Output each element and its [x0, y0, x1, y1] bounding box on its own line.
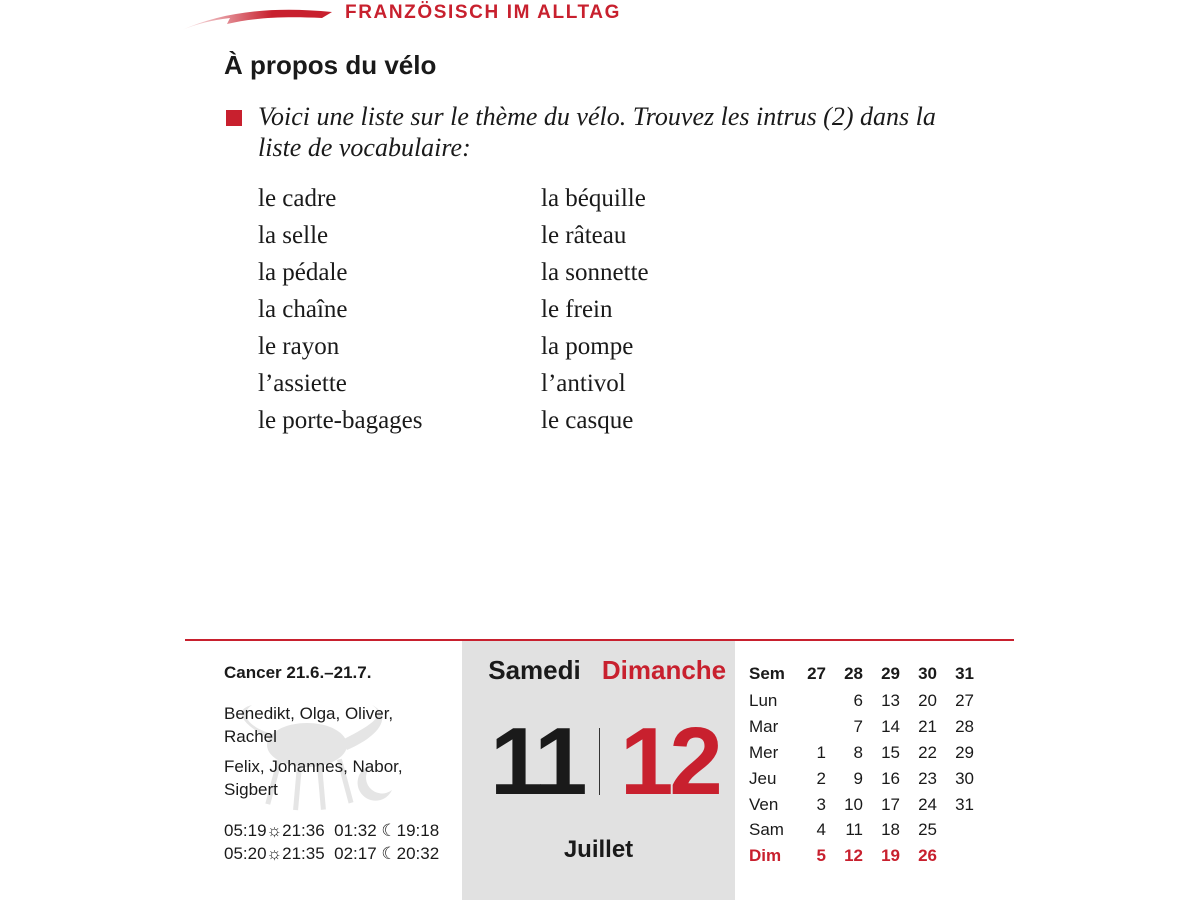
- calendar-cell: 30: [955, 768, 974, 788]
- section-header: FRANZÖSISCH IM ALLTAG: [345, 2, 621, 23]
- calendar-row: [749, 688, 974, 714]
- calendar-cell: 28: [844, 664, 863, 683]
- calendar-cell: 6: [853, 690, 863, 710]
- calendar-cell: 2: [816, 768, 826, 788]
- calendar-cell: 17: [881, 794, 900, 814]
- vocab-item: le porte-bagages: [258, 407, 423, 434]
- calendar-cell: 24: [918, 794, 937, 814]
- calendar-cell: Sam: [749, 820, 784, 840]
- bullet-square-icon: [226, 110, 242, 126]
- calendar-cell: [937, 843, 974, 869]
- calendar-cell: 30: [918, 664, 937, 683]
- calendar-row: [749, 714, 974, 740]
- calendar-cell: 19: [881, 846, 900, 866]
- vocab-item: le casque: [541, 407, 634, 434]
- calendar-cell: [789, 714, 826, 740]
- calendar-cell: 31: [955, 664, 974, 683]
- calendar-cell: 27: [955, 690, 974, 710]
- vocab-item: le rayon: [258, 333, 340, 360]
- vocab-item: la selle: [258, 222, 329, 249]
- calendar-cell: 29: [881, 664, 900, 683]
- calendar-cell: 7: [853, 716, 863, 736]
- calendar-cell: 22: [918, 742, 937, 762]
- vocab-item: le cadre: [258, 185, 337, 212]
- calendar-week-header: [749, 660, 974, 688]
- calendar-cell: 9: [853, 768, 863, 788]
- name-days-sunday: Felix, Johannes, Nabor, Sigbert: [224, 757, 403, 799]
- calendar-cell: 15: [881, 742, 900, 762]
- date-number-sunday: 12: [620, 708, 719, 815]
- calendar-cell: 26: [918, 846, 937, 866]
- vocab-column-2: [541, 180, 649, 439]
- date-divider: [599, 728, 600, 795]
- calendar-cell: Sem: [749, 664, 785, 683]
- mini-calendar: [749, 660, 974, 869]
- calendar-cell: 10: [844, 794, 863, 814]
- vocab-item: la sonnette: [541, 259, 649, 286]
- calendar-cell: 23: [918, 768, 937, 788]
- calendar-row: [749, 740, 974, 766]
- calendar-row: [749, 766, 974, 792]
- calendar-cell: 20: [918, 690, 937, 710]
- calendar-cell: Mar: [749, 716, 779, 736]
- vocab-item: la pédale: [258, 259, 348, 286]
- header-swoosh-icon: [182, 2, 337, 32]
- calendar-cell: 1: [816, 742, 826, 762]
- calendar-cell: 31: [955, 794, 974, 814]
- calendar-cell: 28: [955, 716, 974, 736]
- calendar-cell: 25: [918, 820, 937, 840]
- calendar-cell: 21: [918, 716, 937, 736]
- name-days-saturday: Benedikt, Olga, Oliver, Rachel: [224, 704, 394, 746]
- calendar-cell: 3: [816, 794, 826, 814]
- calendar-cell: 8: [853, 742, 863, 762]
- vocab-item: l’assiette: [258, 370, 347, 397]
- times-saturday: 05:19☼21:36 01:32 ☾19:18: [224, 821, 440, 840]
- calendar-cell: 5: [816, 846, 826, 866]
- calendar-cell: [789, 688, 826, 714]
- calendar-cell: 18: [881, 820, 900, 840]
- calendar-cell: 4: [816, 820, 826, 840]
- calendar-row: [749, 792, 974, 818]
- vocab-item: le frein: [541, 296, 613, 323]
- calendar-cell: 27: [807, 664, 826, 683]
- vocab-item: l’antivol: [541, 370, 626, 397]
- vocab-item: la pompe: [541, 333, 634, 360]
- exercise-instruction: Voici une liste sur le thème du vélo. Trouvez les intrus (2) dans la liste de vocabulaire:: [258, 102, 936, 162]
- calendar-cell: 14: [881, 716, 900, 736]
- sun-moon-times: [224, 819, 439, 865]
- calendar-cell: 11: [845, 820, 863, 840]
- weekday-saturday: Samedi: [488, 655, 581, 685]
- calendar-cell: 16: [881, 768, 900, 788]
- weekday-sunday: Dimanche: [601, 655, 727, 685]
- times-sunday: 05:20☼21:35 02:17 ☾20:32: [224, 844, 440, 863]
- calendar-row: [749, 817, 974, 843]
- zodiac-sign: Cancer 21.6.–21.7.: [224, 663, 372, 682]
- vocab-column-1: [258, 180, 423, 439]
- calendar-cell: Dim: [749, 846, 782, 866]
- vocab-item: la chaîne: [258, 296, 348, 323]
- vocab-item: le râteau: [541, 222, 627, 249]
- calendar-cell: [937, 817, 974, 843]
- vocab-item: la béquille: [541, 185, 646, 212]
- calendar-row: [749, 843, 974, 869]
- calendar-cell: 13: [881, 690, 900, 710]
- calendar-cell: 12: [844, 846, 863, 866]
- date-number-saturday: 11: [490, 708, 584, 815]
- calendar-cell: Ven: [749, 794, 779, 814]
- exercise-title: À propos du vélo: [224, 50, 437, 80]
- calendar-cell: Lun: [749, 690, 778, 710]
- calendar-cell: 29: [955, 742, 974, 762]
- month-name: Juillet: [563, 836, 634, 863]
- calendar-cell: Jeu: [749, 768, 777, 788]
- calendar-cell: Mer: [749, 742, 779, 762]
